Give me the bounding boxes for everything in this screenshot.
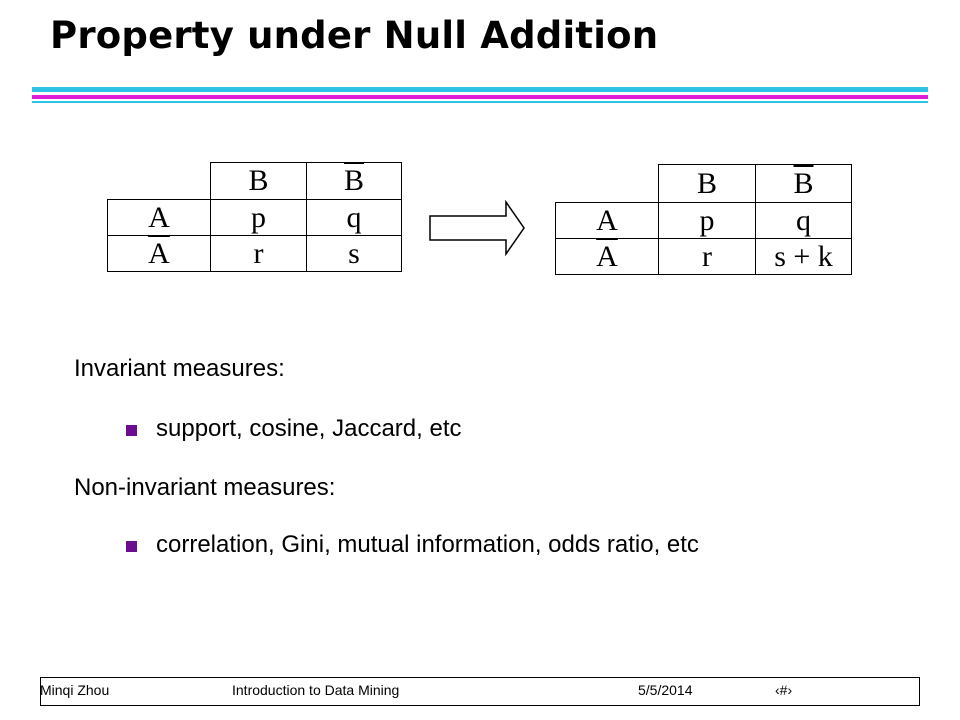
noninvariant-item: correlation, Gini, mutual information, odds ratio, etc bbox=[156, 531, 699, 558]
invariant-heading: Invariant measures: bbox=[74, 355, 285, 382]
left-row-header-a-bar: $\overline{A}$ bbox=[107, 235, 211, 272]
footer-date: 5/5/2014 bbox=[638, 682, 693, 698]
right-cell-r: r bbox=[658, 238, 756, 275]
title-rule-bottom bbox=[32, 101, 928, 103]
left-cell-p: p bbox=[210, 199, 307, 236]
footer-author: Minqi Zhou bbox=[40, 682, 110, 698]
footer-page-number: ‹#› bbox=[775, 682, 793, 698]
left-col-header-b: B bbox=[210, 162, 307, 200]
left-col-header-b-bar: $\overline{B}$ bbox=[306, 162, 402, 200]
noninvariant-bullet-icon bbox=[126, 541, 137, 552]
right-arrow-icon bbox=[428, 200, 528, 256]
slide-title: Property under Null Addition bbox=[50, 14, 659, 57]
left-cell-q: q bbox=[306, 199, 402, 236]
left-row-header-a: A bbox=[107, 199, 211, 236]
left-cell-s: s bbox=[306, 235, 402, 272]
right-cell-p: p bbox=[658, 202, 756, 239]
noninvariant-heading: Non-invariant measures: bbox=[74, 474, 336, 501]
right-cell-q: q bbox=[755, 202, 852, 239]
footer-course: Introduction to Data Mining bbox=[232, 682, 400, 698]
right-col-header-b-bar: $\overline{B}$ bbox=[755, 164, 852, 203]
title-rule-middle bbox=[32, 95, 928, 99]
right-row-header-a-bar: $\overline{A}$ bbox=[555, 238, 659, 275]
right-cell-s-plus-k: s + k bbox=[755, 238, 852, 275]
right-col-header-b: B bbox=[658, 164, 756, 203]
invariant-bullet-icon bbox=[126, 425, 137, 436]
invariant-item: support, cosine, Jaccard, etc bbox=[156, 415, 462, 442]
title-rule-top bbox=[32, 87, 928, 92]
right-row-header-a: A bbox=[555, 202, 659, 239]
left-cell-r: r bbox=[210, 235, 307, 272]
